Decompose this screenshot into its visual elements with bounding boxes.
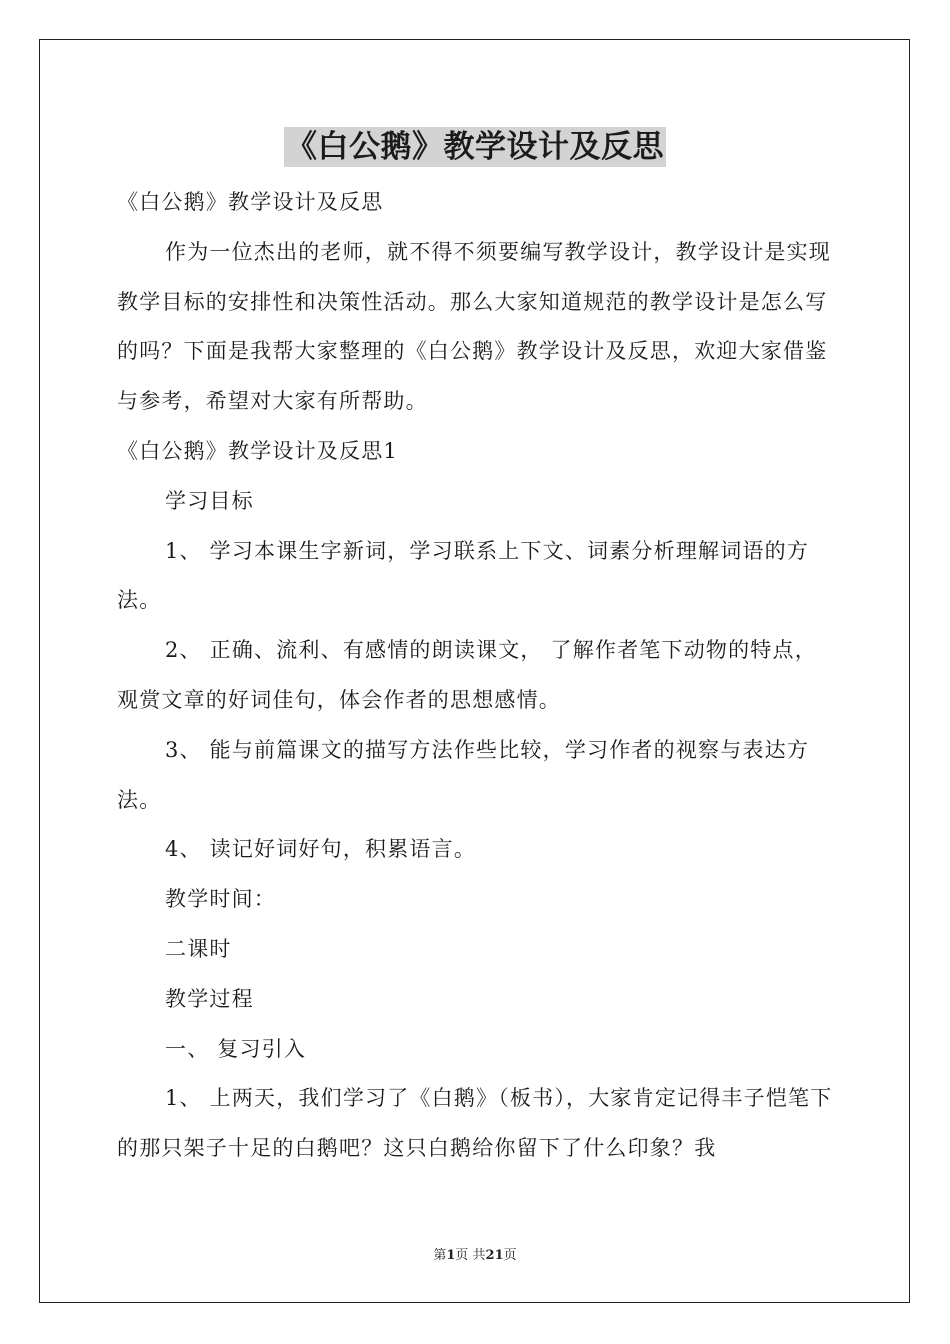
document-title: 《白公鹅》教学设计及反思 xyxy=(286,129,664,165)
paragraph-objective-4: 4、 读记好词好句，积累语言。 xyxy=(165,837,477,862)
paragraph-section-heading: 《白公鹅》教学设计及反思1 xyxy=(117,438,398,463)
document-body xyxy=(117,178,835,1174)
paragraph-objective-3: 3、 能与前篇课文的描写方法作些比较，学习作者的视察与表达方法。 xyxy=(117,737,810,812)
paragraph-objective-2: 2、 正确、流利、有感情的朗读课文， 了解作者笔下动物的特点，观赏文章的好词佳句，体会作者的思想感情。 xyxy=(117,638,817,712)
footer-suffix: 页 xyxy=(503,1248,517,1263)
paragraph-review-1: 1、 上两天，我们学习了《白鹅》（板书），大家肯定记得丰子恺笔下的那只架子十足的白鹅吧？这只白鹅给你留下了什么印象？我 xyxy=(117,1086,833,1161)
footer-page-number: 1 xyxy=(446,1248,456,1263)
footer-mid: 页 共 xyxy=(455,1248,486,1263)
paragraph-process-heading: 教学过程 xyxy=(165,986,254,1011)
paragraph-time-value: 二课时 xyxy=(165,936,232,961)
paragraph-time-heading: 教学时间： xyxy=(165,887,276,912)
paragraph-objectives-heading: 学习目标 xyxy=(165,488,254,513)
paragraph-objective-1: 1、 学习本课生字新词，学习联系上下文、词素分析理解词语的方法。 xyxy=(117,538,810,613)
footer-total-pages: 21 xyxy=(485,1248,504,1263)
footer-prefix: 第 xyxy=(433,1248,447,1263)
paragraph-review-heading: 一、 复习引入 xyxy=(165,1036,307,1061)
paragraph-intro: 作为一位杰出的老师，就不得不须要编写教学设计，教学设计是实现教学目标的安排性和决策性活动。那么大家知道规范的教学设计是怎么写的吗？下面是我帮大家整理的《白公鹅》教学设计及反思，欢迎大家借鉴与参考，希望对大家有所帮助。 xyxy=(117,239,831,414)
title-container xyxy=(0,127,950,167)
paragraph-subtitle: 《白公鹅》教学设计及反思 xyxy=(117,190,384,214)
page-footer xyxy=(0,1247,950,1265)
